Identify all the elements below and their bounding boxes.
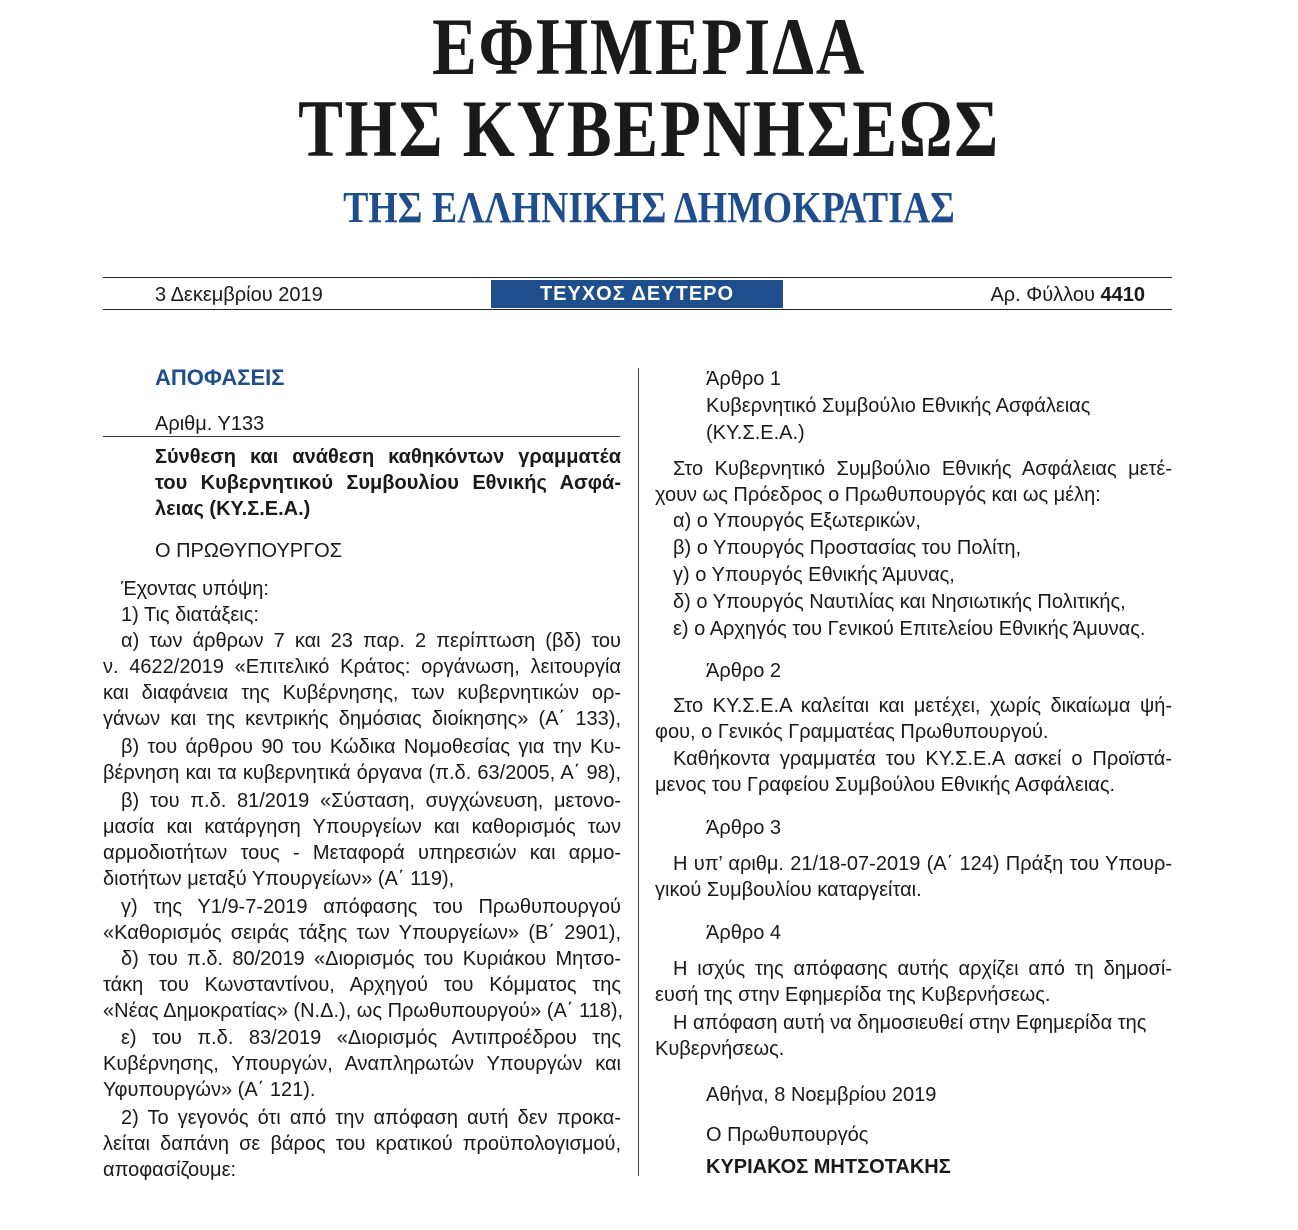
column-divider [638, 368, 639, 1176]
body-line: α) των άρθρων 7 και 23 παρ. 2 περίπτωση (βδ) του [121, 630, 621, 652]
body-line: και διαφάνεια της Κυβέρνησης, των κυβερνητικών ορ- [103, 682, 621, 704]
masthead-title: ΕΦΗΜΕΡΙΔΑ [432, 1, 866, 92]
article-2-text: μενος του Γραφείου Συμβούλου Εθνικής Ασφάλειας. [655, 774, 1116, 796]
body-line: διοτήτων μεταξύ Υπουργείων» (Α΄ 119), [103, 868, 455, 890]
article-4-text: ευσή της στην Εφημερίδα της Κυβερνήσεως. [655, 984, 1051, 1006]
member-list-item: δ) ο Υπουργός Ναυτιλίας και Νησιωτικής Πολιτικής, [673, 591, 1126, 613]
body-line: Έχοντας υπόψη: [121, 578, 269, 600]
article-3-text: γικού Συμβουλίου καταργείται. [655, 879, 922, 901]
member-list-item: α) ο Υπουργός Εξωτερικών, [673, 510, 921, 532]
article-2-text: Στο ΚΥ.Σ.Ε.Α καλείται και μετέχει, χωρίς δικαίωμα ψή- [673, 695, 1172, 717]
body-line: γ) της Υ1/9-7-2019 απόφασης του Πρωθυπουργού [121, 896, 621, 918]
article-1-heading: Άρθρο 1 [706, 368, 782, 390]
issue-date: 3 Δεκεμβρίου 2019 [155, 284, 323, 306]
body-line: β) του άρθρου 90 του Κώδικα Νομοθεσίας για την Κυ- [121, 736, 621, 758]
article-4-heading: Άρθρο 4 [706, 922, 782, 944]
article-1-subtitle: Κυβερνητικό Συμβούλιο Εθνικής Ασφάλειας [706, 395, 1091, 417]
decision-title-line: Σύνθεση και ανάθεση καθηκόντων γραμματέα [155, 446, 621, 468]
body-line: γάνων και της κεντρικής δημόσιας διοίκησης» (Α΄ 133), [103, 708, 621, 730]
body-line: Κυβέρνησης, Υπουργών, Αναπληρωτών Υπουργών και [103, 1053, 621, 1075]
place-and-date: Αθήνα, 8 Νοεμβρίου 2019 [706, 1084, 937, 1106]
body-line: Υφυπουργών» (Α΄ 121). [103, 1079, 316, 1101]
body-line: λείται δαπάνη σε βάρος του κρατικού προϋπολογισμού, [103, 1133, 621, 1155]
body-line: ν. 4622/2019 «Επιτελικό Κράτος: οργάνωση, λειτουργία [103, 656, 621, 678]
decision-title-line: του Κυβερνητικού Συμβουλίου Εθνικής Ασφά- [155, 472, 621, 494]
decision-number: Αριθμ. Υ133 [155, 413, 265, 435]
body-line: τάκη του Κωνσταντίνου, Αρχηγού του Κόμματος της [103, 974, 621, 996]
body-line: «Καθορισμός σειράς τάξης των Υπουργείων» (Β΄ 2901), [103, 922, 621, 944]
header-top-rule [103, 277, 1172, 278]
member-list-item: β) ο Υπουργός Προστασίας του Πολίτη, [673, 537, 1022, 559]
decision-separator [103, 436, 620, 437]
body-line: β) του π.δ. 81/2019 «Σύσταση, συγχώνευση, μετονο- [121, 790, 621, 812]
signer-title: Ο Πρωθυπουργός [706, 1124, 869, 1146]
article-1-text: Στο Κυβερνητικό Συμβούλιο Εθνικής Ασφάλειας μετέ- [673, 458, 1172, 480]
article-3-text: Η υπ’ αριθμ. 21/18-07-2019 (Α΄ 124) Πράξη του Υπουρ- [673, 853, 1172, 875]
issue-label: ΤΕΥΧΟΣ ΔΕΥΤΕΡΟ [491, 280, 783, 308]
decision-title-line: λειας (ΚΥ.Σ.Ε.Α.) [155, 498, 311, 520]
sheet-number: 4410 [1100, 284, 1145, 306]
article-2-text: φου, ο Γενικός Γραμματέας Πρωθυπουργού. [655, 721, 1049, 743]
header-bottom-rule [103, 309, 1172, 310]
article-4-text: Η ισχύς της απόφασης αυτής αρχίζει από τη δημοσί- [673, 958, 1172, 980]
body-line: δ) του π.δ. 80/2019 «Διορισμός του Κυριάκου Μητσο- [121, 948, 621, 970]
member-list-item: γ) ο Υπουργός Εθνικής Άμυνας, [673, 564, 955, 586]
body-line: 1) Τις διατάξεις: [121, 604, 259, 626]
section-heading: ΑΠΟΦΑΣΕΙΣ [155, 365, 285, 390]
article-3-heading: Άρθρο 3 [706, 817, 782, 839]
sheet-number-label: Αρ. Φύλλου 4410 [990, 284, 1145, 306]
masthead-subtitle: ΤΗΣ ΚΥΒΕΡΝΗΣΕΩΣ [298, 83, 1000, 174]
issuing-authority: Ο ΠΡΩΘΥΠΟΥΡΓΟΣ [155, 540, 343, 562]
article-4-text: Η απόφαση αυτή να δημοσιευθεί στην Εφημερίδα της [673, 1012, 1147, 1034]
article-1-text: χουν ως Πρόεδρος ο Πρωθυπουργός και ως μέλη: [655, 484, 1101, 506]
article-4-text: Κυβερνήσεως. [655, 1038, 785, 1060]
body-line: βέρνηση και τα κυβερνητικά όργανα (π.δ. 63/2005, Α΄ 98), [103, 762, 621, 784]
body-line: αποφασίζουμε: [103, 1159, 237, 1181]
member-list-item: ε) ο Αρχηγός του Γενικού Επιτελείου Εθνικής Άμυνας. [673, 618, 1146, 640]
article-2-text: Καθήκοντα γραμματέα του ΚΥ.Σ.Ε.Α ασκεί ο Προϊστά- [673, 748, 1172, 770]
article-2-heading: Άρθρο 2 [706, 660, 782, 682]
signer-name: ΚΥΡΙΑΚΟΣ ΜΗΤΣΟΤΑΚΗΣ [706, 1156, 951, 1178]
body-line: ε) του π.δ. 83/2019 «Διορισμός Αντιπροέδρου της [121, 1027, 621, 1049]
body-line: «Νέας Δημοκρατίας» (Ν.Δ.), ως Πρωθυπουργού» (Α΄ 118), [103, 1000, 624, 1022]
body-line: μασία και κατάργηση Υπουργείων και καθορισμός των [103, 816, 621, 838]
body-line: αρμοδιοτήτων τους - Μεταφορά υπηρεσιών και αρμο- [103, 842, 621, 864]
body-line: 2) Το γεγονός ότι από την απόφαση αυτή δεν προκα- [121, 1107, 621, 1129]
article-1-subtitle: (ΚΥ.Σ.Ε.Α.) [706, 422, 805, 444]
masthead-republic: ΤΗΣ ΕΛΛΗΝΙΚΗΣ ΔΗΜΟΚΡΑΤΙΑΣ [343, 183, 955, 232]
